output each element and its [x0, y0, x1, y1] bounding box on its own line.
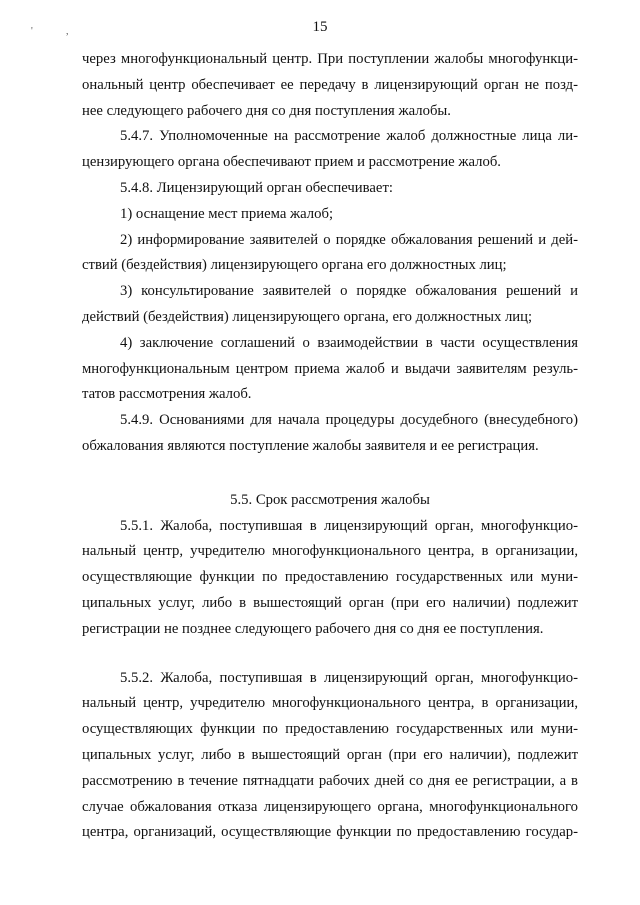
text-line: ципальных услуг, либо в вышестоящий орган (при его наличии), подлежит	[82, 746, 578, 763]
text-line: действий (бездействия) лицензирующего органа, его должностных лиц;	[82, 308, 533, 325]
text-line: 1) оснащение мест приема жалоб;	[120, 205, 334, 222]
section-title: 5.5. Срок рассмотрения жалобы	[230, 491, 430, 508]
paragraph-5-5-2	[82, 666, 578, 847]
text-line: 2) информирование заявителей о порядке обжалования решений и дей-	[120, 231, 578, 248]
paragraph-5-5-1	[82, 514, 578, 643]
margin-mark: ,	[66, 26, 69, 37]
text-line: 4) заключение соглашений о взаимодействии в части осуществления	[120, 334, 578, 351]
text-line: татов рассмотрения жалоб.	[82, 386, 252, 403]
section-heading-5-5	[82, 488, 578, 514]
margin-mark: '	[31, 26, 33, 37]
paragraph-continuation	[82, 47, 578, 124]
text-line: многофункциональным центром приема жалоб и выдачи заявителям резуль-	[82, 360, 578, 377]
text-line: ональный центр обеспечивает ее передачу в лицензирующий орган не позд-	[82, 76, 578, 93]
list-item-3	[82, 279, 578, 331]
list-item-1	[82, 202, 578, 228]
text-line: рассмотрению в течение пятнадцати рабочих дней со дня ее регистрации, а в	[82, 772, 578, 789]
text-line: 5.4.8. Лицензирующий орган обеспечивает:	[120, 179, 393, 196]
text-line: осуществляющие функции по предоставлению государственных или муни-	[82, 569, 578, 586]
list-item-2	[82, 228, 578, 280]
text-line: центра, организаций, осуществляющие функции по предоставлению государ-	[82, 824, 578, 841]
page-number: 15	[312, 19, 328, 35]
text-line: нее следующего рабочего дня со дня поступления жалобы.	[82, 102, 451, 119]
text-line: 3) консультирование заявителей о порядке обжалования решений и	[120, 283, 578, 300]
text-line: нальный центр, учредителю многофункционального центра, в организации,	[82, 695, 578, 712]
text-line: осуществляющих функции по предоставлению государственных или муни-	[82, 721, 578, 738]
document-body	[82, 47, 578, 846]
text-line: цензирующего органа обеспечивают прием и рассмотрение жалоб.	[82, 154, 501, 171]
text-line: обжалования являются поступление жалобы заявителя и ее регистрация.	[82, 437, 539, 454]
text-line: 5.4.9. Основаниями для начала процедуры досудебного (внесудебного)	[120, 412, 578, 429]
text-line: через многофункциональный центр. При поступлении жалобы многофункци-	[82, 51, 578, 67]
paragraph-5-4-7	[82, 124, 578, 176]
text-line: ципальных услуг, либо в вышестоящий орган (при его наличии) подлежит	[82, 594, 578, 611]
paragraph-5-4-8	[82, 176, 578, 202]
text-line: регистрации не позднее следующего рабочего дня со дня ее поступления.	[82, 620, 544, 637]
text-line: нальный центр, учредителю многофункционального центра, в организации,	[82, 543, 578, 560]
text-line: случае обжалования отказа лицензирующего органа, многофункционального	[82, 798, 578, 815]
text-line: ствий (бездействия) лицензирующего органа его должностных лиц;	[82, 257, 507, 274]
text-line: 5.5.2. Жалоба, поступившая в лицензирующий орган, многофункцио-	[120, 669, 578, 686]
text-line: 5.5.1. Жалоба, поступившая в лицензирующий орган, многофункцио-	[120, 517, 578, 534]
paragraph-5-4-9	[82, 408, 578, 460]
text-line: 5.4.7. Уполномоченные на рассмотрение жалоб должностные лица ли-	[120, 128, 578, 145]
list-item-4	[82, 331, 578, 408]
